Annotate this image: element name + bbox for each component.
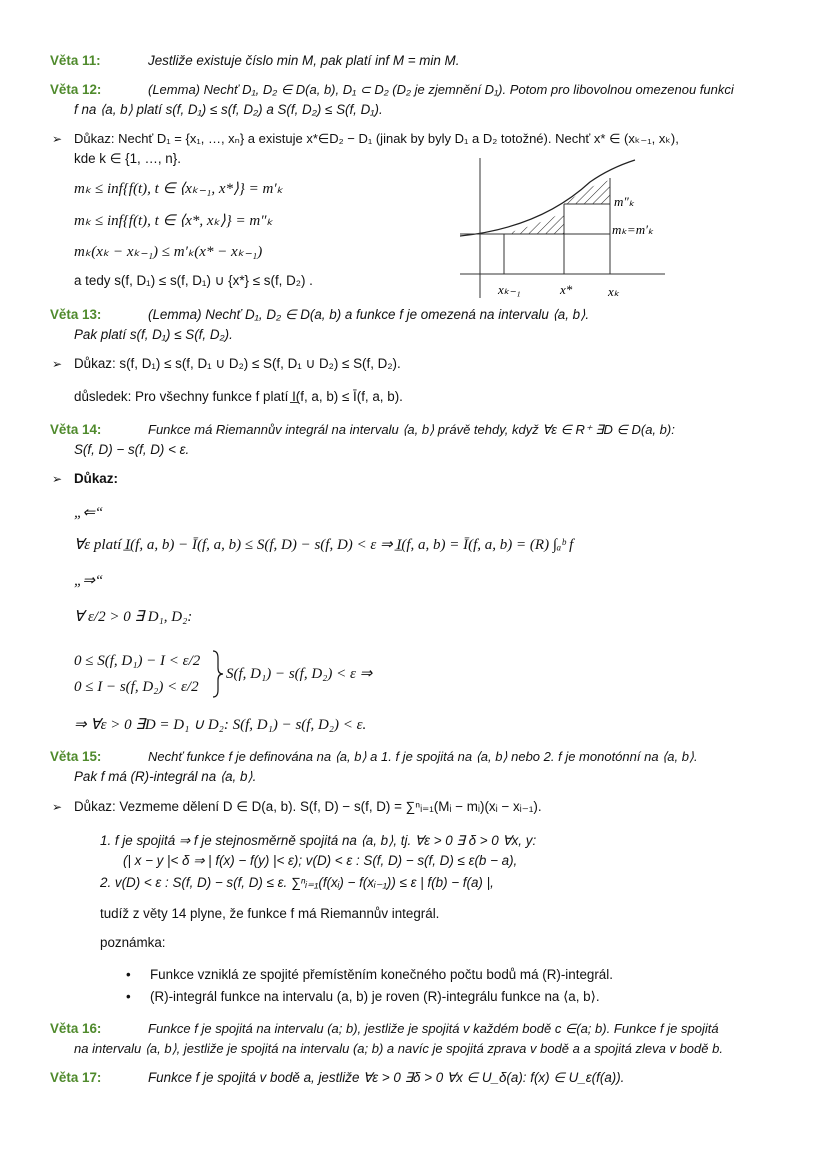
- theorem-11-text: Jestliže existuje číslo min M, pak platí inf M = min M.: [148, 53, 460, 68]
- theorem-14-label: Věta 14:: [50, 422, 102, 437]
- figure-label-xstar: x*: [560, 282, 573, 297]
- theorem-16-label: Věta 16:: [50, 1021, 102, 1036]
- theorem-17-text: Funkce f je spojitá v bodě a, jestliže ∀ε > 0 ∃δ > 0 ∀x ∈ U_δ(a): f(x) ∈ U_ε(f(a)).: [148, 1070, 625, 1085]
- proof-14-title: Důkaz:: [74, 471, 118, 486]
- proof-14-direction-1: „⇐“: [74, 505, 104, 521]
- proof-15-item2: 2. v(D) < ε : S(f, D) − s(f, D) ≤ ε. ∑ⁿᵢ₌₁(f(xᵢ) − f(xᵢ₋₁)) ≤ ε | f(b) − f(a) |,: [100, 875, 494, 890]
- proof-14-eq4: 0 ≤ I − s(f, D₂) < ε/2: [74, 679, 199, 695]
- figure-label-xk-1: xₖ₋₁: [498, 282, 521, 297]
- proof-12-conclusion: a tedy s(f, D₁) ≤ s(f, D₁) ∪ {x*} ≤ s(f, D₂) .: [74, 273, 313, 288]
- proof-14-eq2: ∀ ε/2 > 0 ∃ D₁, D₂:: [74, 609, 193, 625]
- proof-bullet-icon: ➢: [52, 357, 63, 371]
- note-item-1: Funkce vzniklá ze spojité přemístěním konečného počtu bodů má (R)-integrál.: [150, 967, 613, 982]
- proof-14-eq1: ∀ε platí I̲(f, a, b) − Ī(f, a, b) ≤ S(f, D) − s(f, D) < ε ⇒ I̲(f, a, b) = Ī(f, a, b) = (R) ∫ₐᵇ f: [74, 537, 574, 553]
- theorem-15-line1: Nechť funkce f je definována na ⟨a, b⟩ a 1. f je spojitá na ⟨a, b⟩ nebo 2. f je monotónní na ⟨a, b⟩.: [148, 749, 698, 764]
- figure-label-mk: mₖ=m′ₖ: [612, 222, 654, 237]
- theorem-13-label: Věta 13:: [50, 307, 102, 322]
- proof-12-line1: Důkaz: Nechť D₁ = {x₁, …, xₙ} a existuje x*∈D₂ − D₁ (jinak by byly D₁ a D₂ totožné). Nechť x* ∈ (xₖ₋₁, xₖ),: [74, 131, 679, 146]
- theorem-12-line2: f na ⟨a, b⟩ platí s(f, D₁) ≤ s(f, D₂) a S(f, D₂) ≤ S(f, D₁).: [74, 102, 383, 117]
- theorem-13-line2: Pak platí s(f, D₁) ≤ S(f, D₂).: [74, 327, 233, 342]
- proof-15-conclusion: tudíž z věty 14 plyne, že funkce f má Riemannův integrál.: [100, 906, 440, 921]
- proof-12-line2: kde k ∈ {1, …, n}.: [74, 151, 181, 166]
- brace-icon: [212, 650, 224, 698]
- proof-12-eq1: mₖ ≤ inf{f(t), t ∈ ⟨xₖ₋₁, x*⟩} = m′ₖ: [74, 181, 284, 197]
- proof-12-eq3: mₖ(xₖ − xₖ₋₁) ≤ m′ₖ(x* − xₖ₋₁): [74, 244, 263, 260]
- theorem-14-line1: Funkce má Riemannův integrál na intervalu ⟨a, b⟩ právě tehdy, když ∀ε ∈ R⁺ ∃D ∈ D(a, b):: [148, 422, 675, 437]
- proof-15-item1a: 1. f je spojitá ⇒ f je stejnosměrně spojitá na ⟨a, b⟩, tj. ∀ε > 0 ∃ δ > 0 ∀x, y:: [100, 833, 537, 848]
- theorem-12-line1: (Lemma) Nechť D₁, D₂ ∈ D(a, b), D₁ ⊂ D₂ (D₂ je zjemnění D₁). Potom pro libovolnou omezenou funkci: [148, 82, 734, 97]
- proof-14-eq6: ⇒ ∀ε > 0 ∃D = D₁ ∪ D₂: S(f, D₁) − s(f, D₂) < ε.: [74, 717, 367, 733]
- figure-label-m-double-prime: m″ₖ: [614, 194, 635, 209]
- theorem-12-label: Věta 12:: [50, 82, 102, 97]
- proof-13-line1: Důkaz: s(f, D₁) ≤ s(f, D₁ ∪ D₂) ≤ S(f, D₁ ∪ D₂) ≤ S(f, D₂).: [74, 356, 401, 371]
- proof-bullet-icon: ➢: [52, 472, 63, 486]
- proof-14-eq3: 0 ≤ S(f, D₁) − I < ε/2: [74, 653, 201, 669]
- proof-15-note-label: poznámka:: [100, 935, 166, 950]
- theorem-16-line2: na intervalu ⟨a, b⟩, jestliže je spojitá na intervalu (a; b) a navíc je spojitá zprava v bodě a a spojitá zleva v bodě b.: [74, 1041, 723, 1056]
- theorem-17-label: Věta 17:: [50, 1070, 102, 1085]
- theorem-14-line2: S(f, D) − s(f, D) < ε.: [74, 442, 190, 457]
- proof-bullet-icon: ➢: [52, 132, 63, 146]
- theorem-15-line2: Pak f má (R)-integrál na ⟨a, b⟩.: [74, 769, 257, 784]
- proof-14-eq5: S(f, D₁) − s(f, D₂) < ε ⇒: [226, 666, 373, 682]
- theorem-16-line1: Funkce f je spojitá na intervalu (a; b), jestliže je spojitá v každém bodě c ∈(a; b). Funkce f je spojitá: [148, 1021, 719, 1036]
- theorem-15-label: Věta 15:: [50, 749, 102, 764]
- bullet-dot-icon: •: [126, 989, 131, 1004]
- proof-15-item1b: (| x − y |< δ ⇒ | f(x) − f(y) |< ε); v(D) < ε : S(f, D) − s(f, D) ≤ ε(b − a),: [123, 853, 518, 868]
- proof-12-eq2: mₖ ≤ inf{f(t), t ∈ ⟨x*, xₖ⟩} = m″ₖ: [74, 213, 273, 229]
- proof-15-line1: Důkaz: Vezmeme dělení D ∈ D(a, b). S(f, D) − s(f, D) = ∑ⁿᵢ₌₁(Mᵢ − mᵢ)(xᵢ − xᵢ₋₁).: [74, 799, 542, 814]
- proof-13-corollary: důsledek: Pro všechny funkce f platí I̲(f, a, b) ≤ Ī(f, a, b).: [74, 389, 403, 404]
- riemann-sum-figure: [460, 158, 670, 300]
- theorem-11-label: Věta 11:: [50, 53, 101, 68]
- theorem-13-line1: (Lemma) Nechť D₁, D₂ ∈ D(a, b) a funkce f je omezená na intervalu ⟨a, b⟩.: [148, 307, 590, 322]
- bullet-dot-icon: •: [126, 967, 131, 982]
- proof-bullet-icon: ➢: [52, 800, 63, 814]
- note-item-2: (R)-integrál funkce na intervalu (a, b) je roven (R)-integrálu funkce na ⟨a, b⟩.: [150, 989, 600, 1004]
- proof-14-direction-2: „⇒“: [74, 573, 104, 589]
- figure-label-xk: xₖ: [608, 284, 620, 299]
